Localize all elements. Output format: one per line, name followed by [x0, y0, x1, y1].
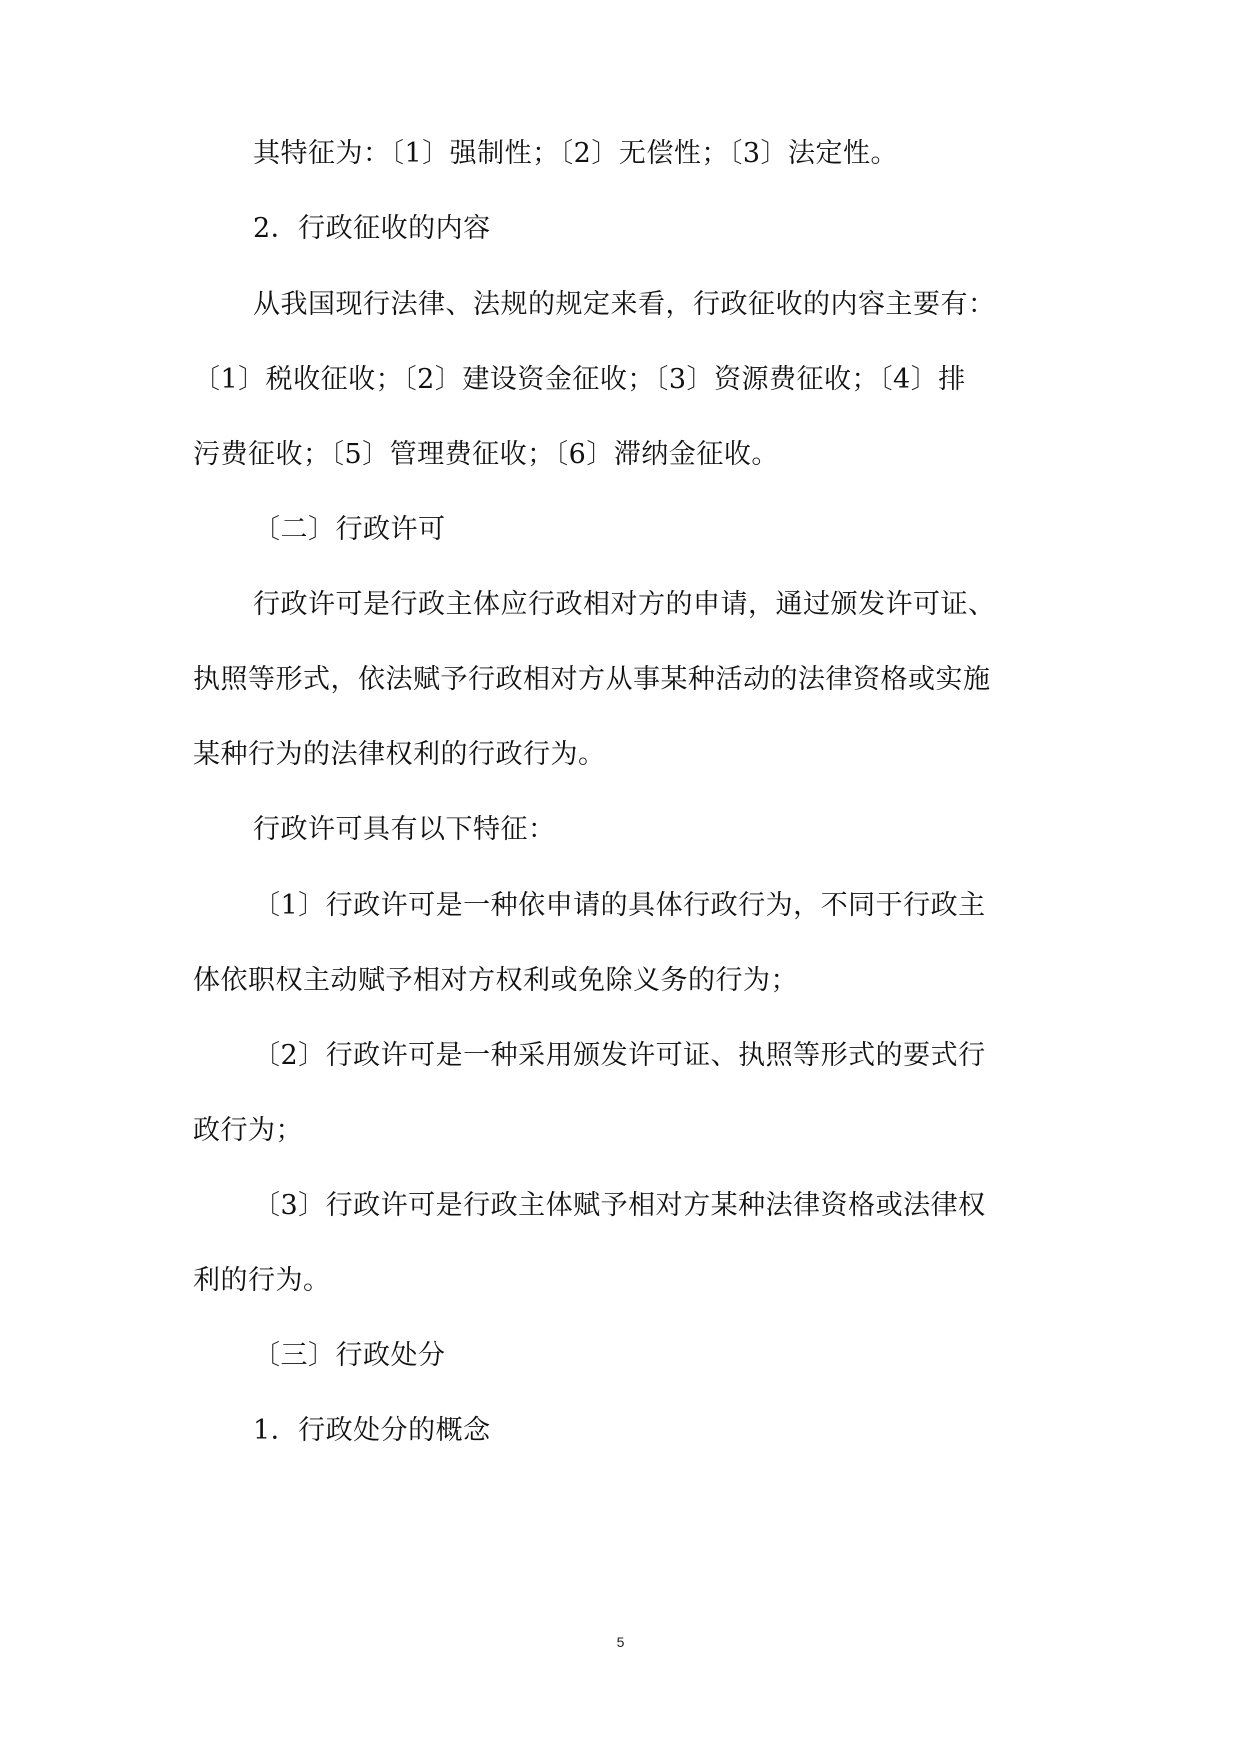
paragraph-line: 污费征收；〔5〕管理费征收；〔6〕滞纳金征收。: [193, 439, 779, 470]
list-item-line: 〔2〕行政许可是一种采用颁发许可证、执照等形式的要式行: [253, 1040, 986, 1071]
section-heading-levy-content: 2．行政征收的内容: [253, 213, 491, 244]
paragraph-line: 行政许可是行政主体应行政相对方的申请，通过颁发许可证、: [253, 589, 996, 620]
paragraph-line: 某种行为的法律权利的行政行为。: [193, 739, 606, 770]
list-item-line: 〔1〕行政许可是一种依申请的具体行政行为，不同于行政主: [253, 890, 986, 921]
section-heading-sanction-concept: 1．行政处分的概念: [253, 1415, 491, 1446]
list-item-line: 利的行为。: [193, 1265, 331, 1296]
list-item-line: 〔3〕行政许可是行政主体赋予相对方某种法律资格或法律权: [253, 1190, 986, 1221]
section-heading-administrative-sanction: 〔三〕行政处分: [253, 1340, 446, 1371]
paragraph-line: 行政许可具有以下特征：: [253, 814, 556, 845]
paragraph-line: 从我国现行法律、法规的规定来看，行政征收的内容主要有：: [253, 289, 996, 320]
page-number: 5: [616, 1634, 625, 1650]
list-item-line: 体依职权主动赋予相对方权利或免除义务的行为；: [193, 965, 798, 996]
list-item-line: 政行为；: [193, 1115, 303, 1146]
text-line-characteristics: 其特征为：〔1〕强制性；〔2〕无偿性；〔3〕法定性。: [253, 138, 899, 169]
paragraph-line: 〔1〕税收征收；〔2〕建设资金征收；〔3〕资源费征收；〔4〕排: [193, 364, 966, 395]
paragraph-line: 执照等形式，依法赋予行政相对方从事某种活动的法律资格或实施: [193, 664, 991, 695]
section-heading-administrative-license: 〔二〕行政许可: [253, 514, 446, 545]
